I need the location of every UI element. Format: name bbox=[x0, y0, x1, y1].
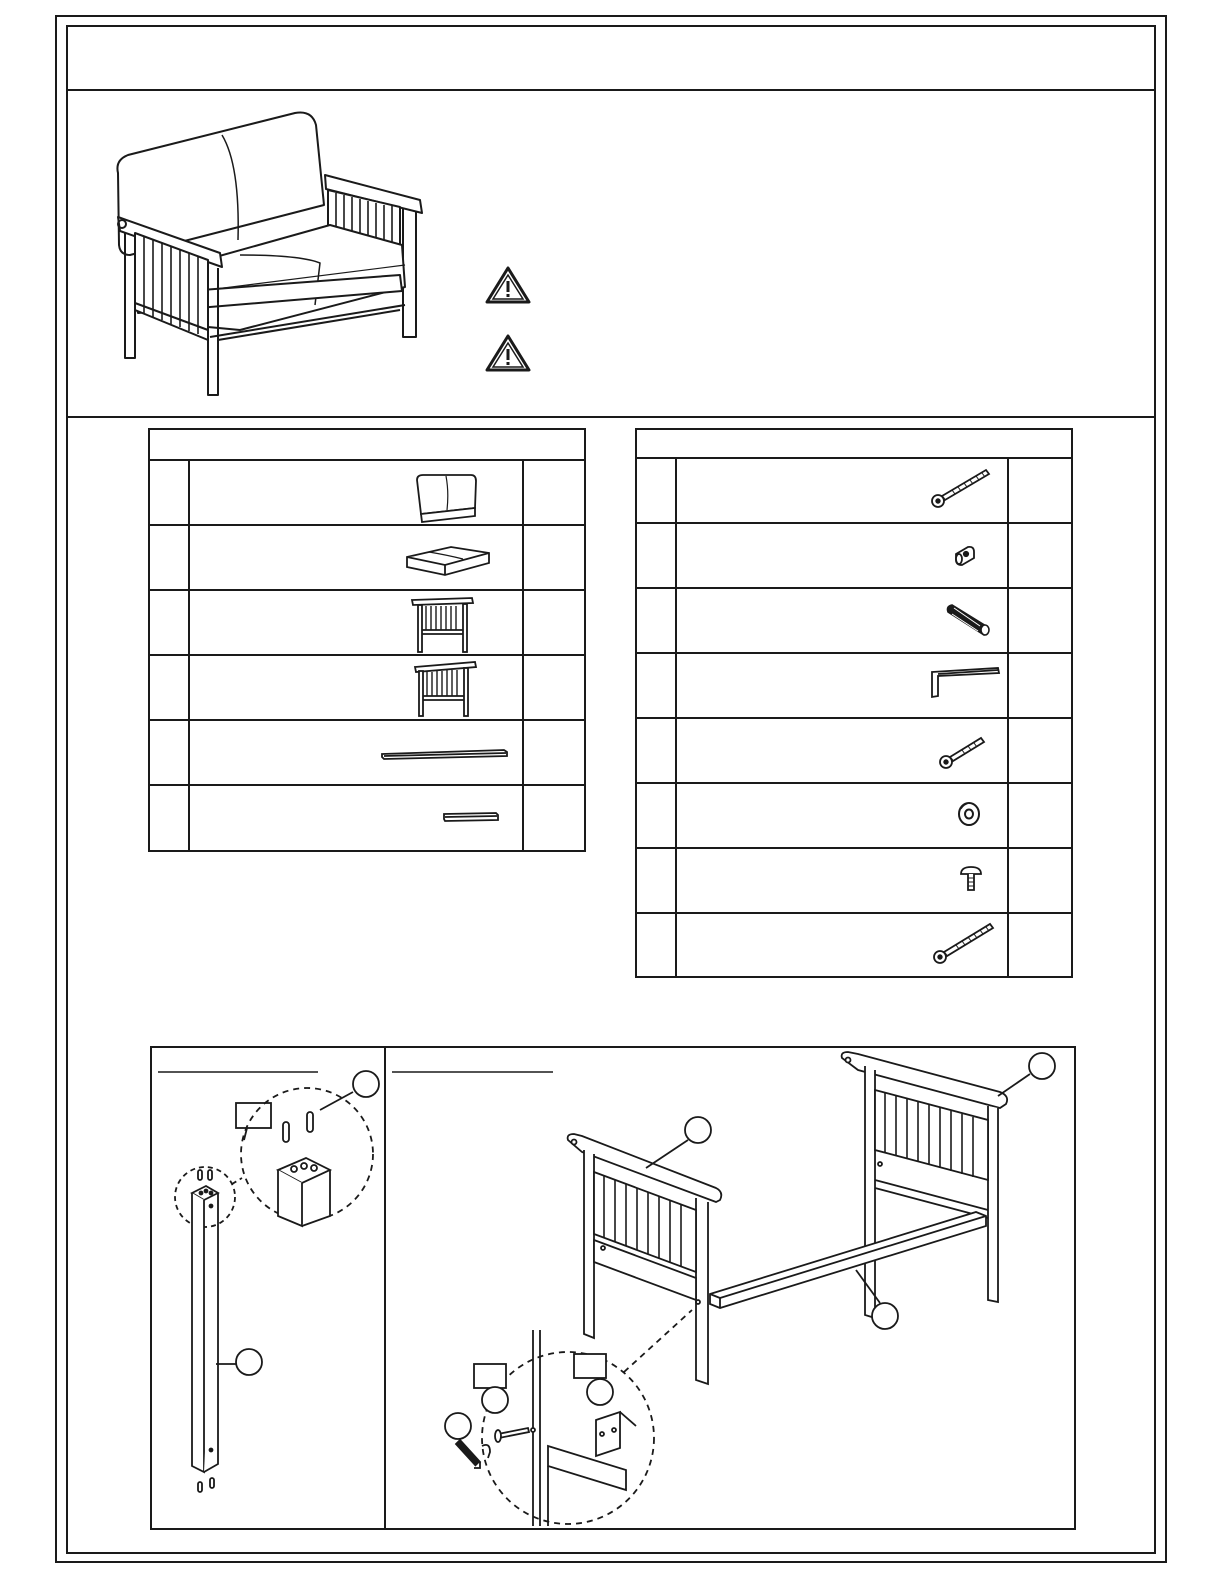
loveseat-illustration bbox=[100, 105, 440, 405]
title-divider bbox=[66, 89, 1156, 91]
warning-triangle-icon bbox=[485, 334, 531, 372]
extra-long-bolt-icon bbox=[930, 920, 996, 966]
title-bar bbox=[68, 27, 1154, 89]
long-bolt-icon bbox=[928, 466, 992, 510]
parts-table bbox=[148, 428, 588, 854]
section-divider bbox=[66, 416, 1156, 418]
warning-triangle-icon bbox=[485, 266, 531, 304]
long-rail-icon bbox=[380, 746, 510, 762]
allen-key-icon bbox=[928, 666, 1002, 700]
back-cushion-icon bbox=[413, 472, 479, 522]
seat-cushion-icon bbox=[403, 543, 493, 577]
frame-assembly-diagram bbox=[440, 1050, 1060, 1528]
short-bolt-icon bbox=[936, 734, 988, 770]
short-rail-icon bbox=[442, 810, 500, 824]
dowel-insertion-diagram bbox=[170, 1066, 382, 1496]
wood-dowel-icon bbox=[944, 602, 992, 638]
barrel-nut-icon bbox=[952, 544, 978, 568]
glide-icon bbox=[958, 864, 984, 894]
washer-icon bbox=[956, 801, 982, 827]
right-arm-frame-icon bbox=[413, 660, 479, 718]
left-arm-frame-icon bbox=[410, 596, 476, 654]
hardware-table bbox=[635, 428, 1077, 980]
